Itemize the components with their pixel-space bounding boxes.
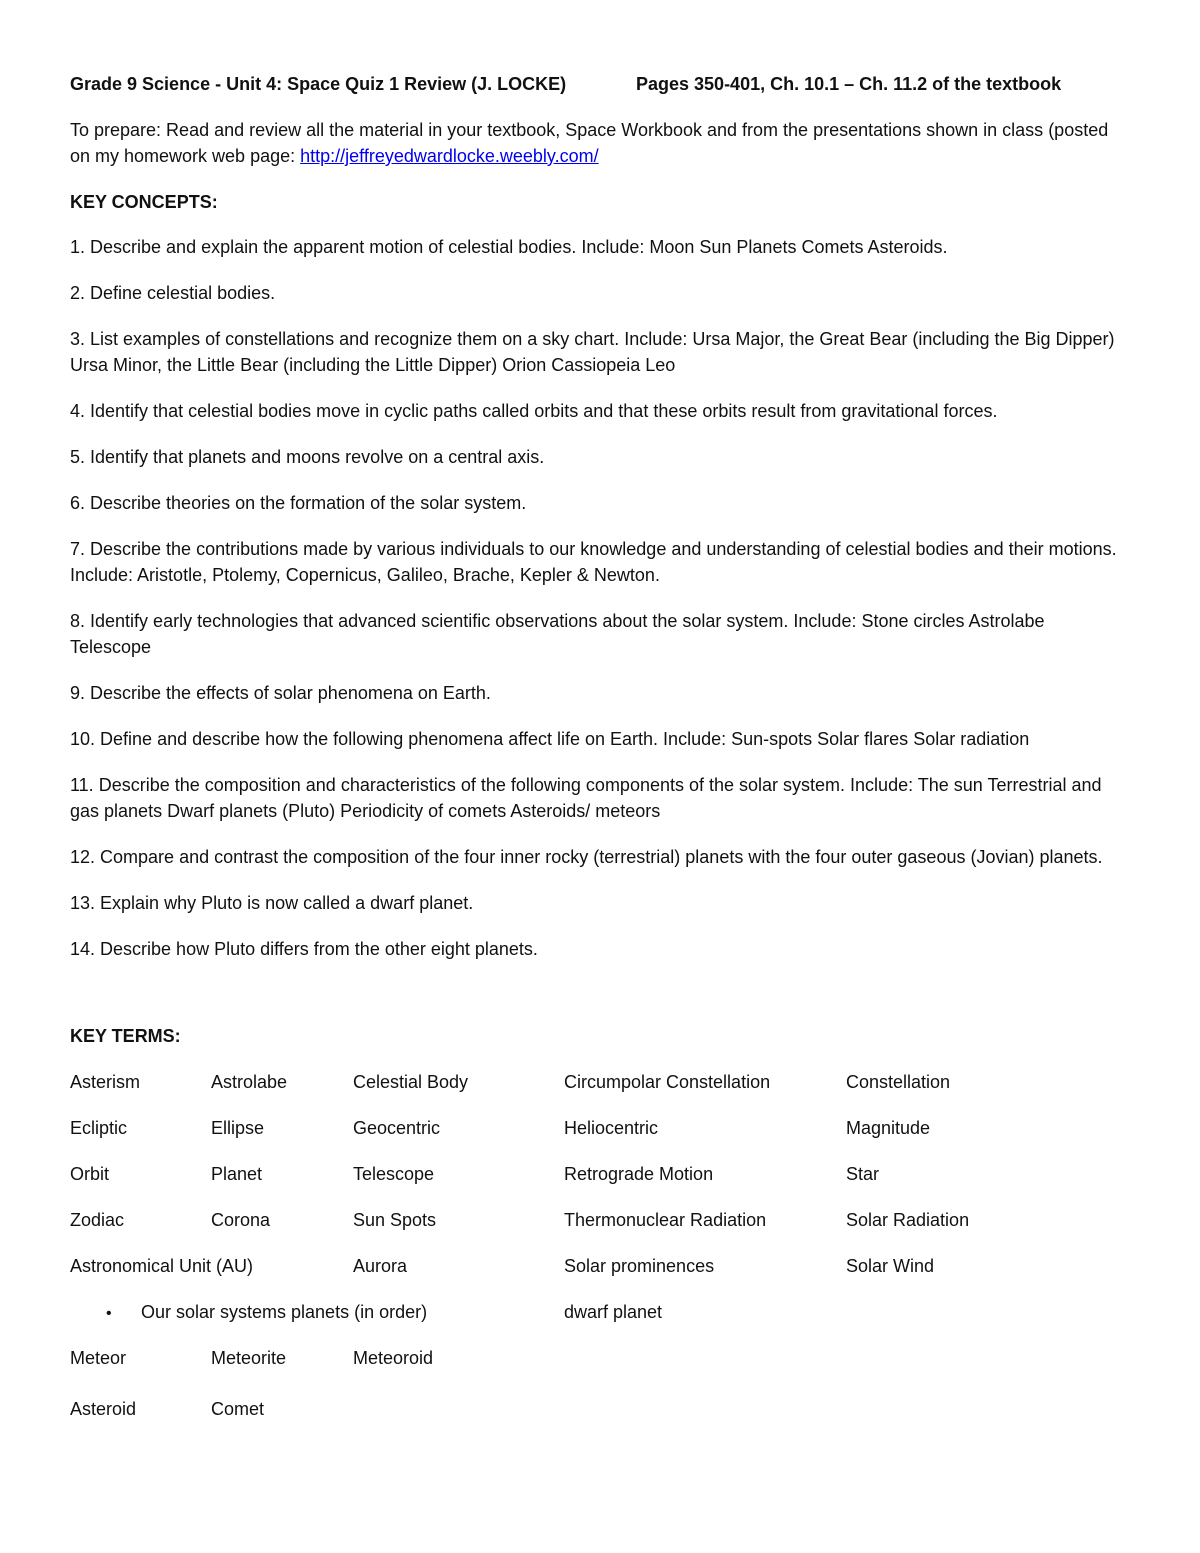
term: Meteoroid — [353, 1348, 434, 1368]
terms-row — [70, 1207, 1140, 1253]
term: Telescope — [353, 1164, 435, 1184]
terms-row — [70, 1253, 1140, 1299]
concept-item — [70, 936, 1130, 962]
term: Aurora — [353, 1256, 408, 1276]
key-concepts-heading: KEY CONCEPTS: — [70, 192, 218, 212]
bullet-icon: • — [106, 1305, 112, 1322]
term: Corona — [211, 1210, 271, 1230]
term: Circumpolar Constellation — [564, 1072, 771, 1092]
term: Solar prominences — [564, 1256, 715, 1276]
concept-item — [70, 280, 1130, 306]
term: Solar Wind — [846, 1256, 935, 1276]
concept-text: Explain why Pluto is now called a dwarf planet. — [95, 893, 474, 913]
concept-number: 12. — [70, 847, 96, 867]
term: Comet — [211, 1399, 265, 1419]
concept-number: 5. — [70, 447, 86, 467]
term: Meteor — [70, 1348, 127, 1368]
concept-text: Describe and explain the apparent motion of celestial bodies. Include: Moon Sun Planets Comets Asteroids. — [85, 237, 948, 257]
concept-number: 7. — [70, 539, 86, 559]
concept-item — [70, 726, 1130, 752]
term: Meteorite — [211, 1348, 287, 1368]
concept-item — [70, 772, 1130, 824]
term: Orbit — [70, 1164, 110, 1184]
term: Heliocentric — [564, 1118, 659, 1138]
term: Astrolabe — [211, 1072, 288, 1092]
concept-item — [70, 490, 1130, 516]
terms-row — [70, 1161, 1140, 1207]
term: Zodiac — [70, 1210, 125, 1230]
prep-instructions — [70, 117, 1110, 169]
terms-row — [70, 1396, 1140, 1442]
concept-text: Describe how Pluto differs from the other eight planets. — [95, 939, 538, 959]
term: Ecliptic — [70, 1118, 128, 1138]
concept-text: Define celestial bodies. — [85, 283, 276, 303]
document-page — [70, 71, 1140, 1442]
concept-number: 13. — [70, 893, 96, 913]
concept-text: Describe the composition and characteristics of the following components of the solar system. Include: The sun Terrestrial and gas planets Dwarf planets (Pluto) Periodicity of comets Asteroids/ meteors — [70, 775, 1102, 821]
concept-item — [70, 234, 1130, 260]
terms-row — [70, 1299, 1140, 1345]
concept-text: List examples of constellations and recognize them on a sky chart. Include: Ursa Major, the Great Bear (including the Big Dipper) Ursa Minor, the Little Bear (including the Little Dipper) Orion Cassiopeia Leo — [70, 329, 1115, 375]
term: Asterism — [70, 1072, 141, 1092]
key-terms-heading: KEY TERMS: — [70, 1026, 181, 1046]
document-header — [70, 71, 1140, 99]
concept-number: 14. — [70, 939, 96, 959]
concept-text: Identify that celestial bodies move in cyclic paths called orbits and that these orbits result from gravitational forces. — [85, 401, 998, 421]
term: Solar Radiation — [846, 1210, 970, 1230]
term: Magnitude — [846, 1118, 931, 1138]
concept-item — [70, 326, 1130, 378]
key-terms-grid — [70, 1069, 1140, 1442]
concept-number: 3. — [70, 329, 86, 349]
concept-number: 2. — [70, 283, 86, 303]
terms-row — [70, 1345, 1140, 1396]
concept-text: Describe the effects of solar phenomena on Earth. — [85, 683, 491, 703]
concept-item — [70, 398, 1130, 424]
concept-item — [70, 680, 1130, 706]
bullet-text: Our solar systems planets (in order) — [141, 1302, 428, 1322]
bulleted-term — [106, 1299, 427, 1327]
concept-text: Identify that planets and moons revolve on a central axis. — [85, 447, 545, 467]
term: Planet — [211, 1164, 263, 1184]
concept-text: Compare and contrast the composition of the four inner rocky (terrestrial) planets with the four outer gaseous (Jovian) planets. — [95, 847, 1103, 867]
concept-number: 10. — [70, 729, 96, 749]
concept-number: 11. — [70, 775, 94, 795]
document-title: Grade 9 Science - Unit 4: Space Quiz 1 Review (J. LOCKE) — [70, 74, 567, 94]
term: Asteroid — [70, 1399, 137, 1419]
concept-item — [70, 608, 1130, 660]
concept-text: Describe theories on the formation of the solar system. — [85, 493, 527, 513]
term: Sun Spots — [353, 1210, 437, 1230]
concept-text: Identify early technologies that advanced scientific observations about the solar system. Include: Stone circles Astrolabe Telescope — [70, 611, 1045, 657]
concept-number: 6. — [70, 493, 86, 513]
terms-row — [70, 1115, 1140, 1161]
term: Geocentric — [353, 1118, 441, 1138]
concept-number: 8. — [70, 611, 86, 631]
concept-item — [70, 536, 1130, 588]
concept-number: 4. — [70, 401, 86, 421]
concept-text: Define and describe how the following phenomena affect life on Earth. Include: Sun-spots Solar flares Solar radiation — [95, 729, 1030, 749]
concept-item — [70, 844, 1130, 870]
homework-link[interactable]: http://jeffreyedwardlocke.weebly.com/ — [300, 146, 599, 166]
term: Thermonuclear Radiation — [564, 1210, 767, 1230]
prep-text: To prepare: Read and review all the material in your textbook, Space Workbook and from the presentations shown in class (posted on my homework web page: — [70, 120, 1109, 166]
term: Constellation — [846, 1072, 951, 1092]
term: Star — [846, 1164, 880, 1184]
concept-list — [70, 234, 1140, 962]
term: Celestial Body — [353, 1072, 469, 1092]
terms-row — [70, 1069, 1140, 1115]
concept-item — [70, 444, 1130, 470]
concept-number: 9. — [70, 683, 86, 703]
term: Ellipse — [211, 1118, 265, 1138]
term: dwarf planet — [564, 1302, 663, 1322]
concept-text: Describe the contributions made by various individuals to our knowledge and understanding of celestial bodies and their motions. Include: Aristotle, Ptolemy, Copernicus, Galileo, Brache, Kepler & Newton. — [70, 539, 1117, 585]
page-reference: Pages 350-401, Ch. 10.1 – Ch. 11.2 of the textbook — [636, 74, 1062, 94]
term: Astronomical Unit (AU) — [70, 1256, 254, 1276]
concept-item — [70, 890, 1130, 916]
term: Retrograde Motion — [564, 1164, 714, 1184]
concept-number: 1. — [70, 237, 86, 257]
